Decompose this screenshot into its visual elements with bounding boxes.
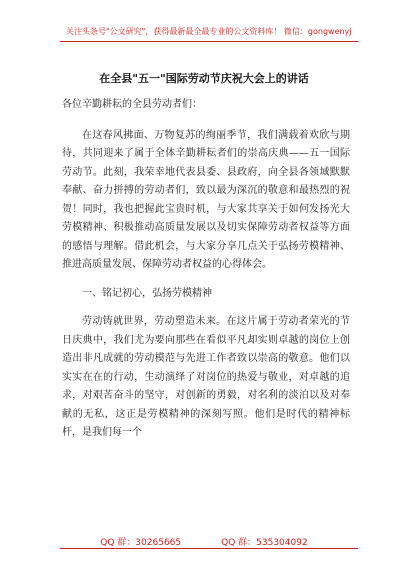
- footer-divider: [60, 548, 358, 549]
- greeting: 各位辛勤耕耘的全县劳动者们：: [62, 99, 202, 110]
- header-divider: [60, 41, 358, 42]
- footer-contact: [0, 535, 408, 548]
- document-body: [62, 96, 350, 443]
- footer-qq-group-1: QQ 群：30265665: [100, 538, 182, 548]
- paragraph-1: 在这春风拂面、万物复苏的绚丽季节，我们满载着欢欣与期待，共同迎来了属于全体辛勤耕耘者们的崇高庆典——五一国际劳动节。此刻，我荣幸地代表县委、县政府，向全县各领域默默奉献、奋力拼搏的劳动者们，致以最为深沉的敬意和最热烈的祝贺！同时，我也把握此宝贵时机，与大家共享关于如何发扬光大劳模精神、积极推动高质量发展以及切实保障劳动者权益等方面的感悟与理解。借此机会，与大家分享几点关于弘扬劳模精神、推进高质量发展、保障劳动者权益的心得体会。: [62, 129, 350, 270]
- document-title: 在全县"五一"国际劳动节庆祝大会上的讲话: [99, 72, 309, 85]
- footer-qq-group-2: QQ 群：535304092: [221, 538, 308, 548]
- paragraph-2: 劳动铸就世界，劳动塑造未来。在这片属于劳动者荣光的节日庆典中，我们尤为要向那些在看似平凡却实则卓越的岗位上创造出非凡成就的劳动模范与先进工作者致以崇高的敬意。他们以实实在在的行动，生动演绎了对岗位的热爱与敬业，对卓越的追求，对艰苦奋斗的坚守，对创新的勇毅，对名利的淡泊以及对奉献的无私，这正是劳模精神的深刻写照。他们是时代的精神标杆，是我们每一个: [62, 316, 350, 438]
- header-banner: 关注头条号"公文研究"，获得最新最全最专业的公文资料库！ 微信：gongwenyj: [66, 27, 352, 36]
- section-1-heading: 一、铭记初心，弘扬劳模精神: [82, 287, 212, 299]
